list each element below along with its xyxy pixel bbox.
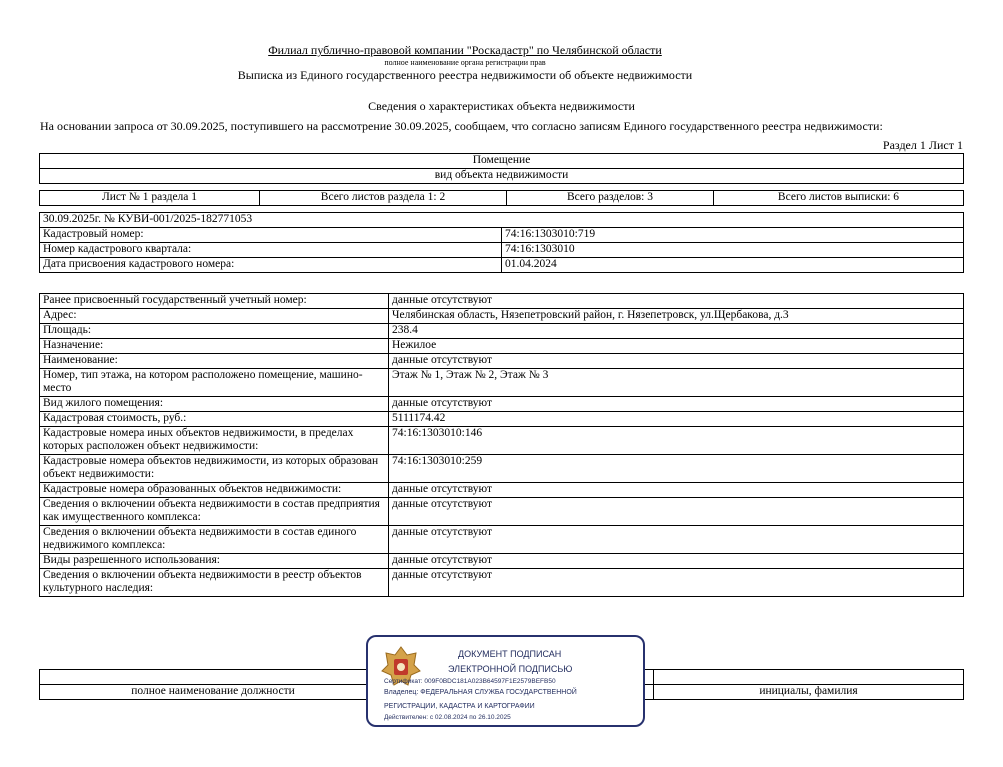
detail-label: Назначение: — [40, 339, 389, 354]
stamp-owner-2: РЕГИСТРАЦИИ, КАДАСТРА И КАРТОГРАФИИ — [384, 703, 535, 710]
detail-label: Кадастровые номера иных объектов недвижимости, в пределах которых расположен объект недвижимости: — [40, 427, 389, 455]
detail-label: Кадастровые номера объектов недвижимости, из которых образован объект недвижимости: — [40, 455, 389, 483]
details-table — [39, 293, 964, 597]
detail-label: Кадастровая стоимость, руб.: — [40, 412, 389, 427]
record-number: 30.09.2025г. № КУВИ-001/2025-182771053 — [40, 213, 964, 228]
detail-label: Кадастровые номера образованных объектов недвижимости: — [40, 483, 389, 498]
detail-value: 5111174.42 — [389, 412, 964, 427]
stamp-title-1: ДОКУМЕНТ ПОДПИСАН — [458, 649, 562, 659]
detail-value: данные отсутствуют — [389, 397, 964, 412]
detail-label: Сведения о включении объекта недвижимости в реестр объектов культурного наследия: — [40, 569, 389, 597]
detail-label: Ранее присвоенный государственный учетный номер: — [40, 294, 389, 309]
cadastral-number-label: Кадастровый номер: — [40, 228, 502, 243]
sheets-table — [39, 190, 964, 206]
detail-value: данные отсутствуют — [389, 526, 964, 554]
position-cell — [40, 670, 387, 685]
detail-label: Наименование: — [40, 354, 389, 369]
detail-label: Сведения о включении объекта недвижимости в состав предприятия как имущественного комплекса: — [40, 498, 389, 526]
detail-value: данные отсутствуют — [389, 354, 964, 369]
detail-value: данные отсутствуют — [389, 554, 964, 569]
e-signature-stamp — [366, 635, 645, 727]
org-caption: полное наименование органа регистрации прав — [384, 58, 546, 67]
sections-total: Всего разделов: 3 — [507, 191, 714, 206]
object-type-table — [39, 153, 964, 184]
detail-value: 74:16:1303010:259 — [389, 455, 964, 483]
detail-label: Вид жилого помещения: — [40, 397, 389, 412]
subtitle: Сведения о характеристиках объекта недвижимости — [368, 99, 635, 113]
detail-value: Челябинская область, Нязепетровский район, г. Нязепетровск, ул.Щербакова, д.3 — [389, 309, 964, 324]
detail-value: Нежилое — [389, 339, 964, 354]
stamp-certificate: Сертификат: 009F0BDC181A023B64597F1E2579BEFB50 — [384, 678, 556, 685]
quarter-number-value: 74:16:1303010 — [502, 243, 964, 258]
stamp-validity: Действителен: с 02.08.2024 по 26.10.2025 — [384, 714, 511, 721]
detail-value: данные отсутствуют — [389, 483, 964, 498]
quarter-number-label: Номер кадастрового квартала: — [40, 243, 502, 258]
detail-value: данные отсутствуют — [389, 294, 964, 309]
stamp-title-2: ЭЛЕКТРОННОЙ ПОДПИСЬЮ — [448, 664, 573, 674]
detail-value: данные отсутствуют — [389, 498, 964, 526]
detail-label: Площадь: — [40, 324, 389, 339]
object-type: Помещение — [40, 154, 964, 169]
detail-value: Этаж № 1, Этаж № 2, Этаж № 3 — [389, 369, 964, 397]
request-basis: На основании запроса от 30.09.2025, поступившего на рассмотрение 30.09.2025, сообщаем, что согласно записям Единого государственного реестра недвижимости: — [40, 119, 883, 133]
detail-label: Сведения о включении объекта недвижимости в состав единого недвижимого комплекса: — [40, 526, 389, 554]
name-caption: инициалы, фамилия — [654, 685, 964, 700]
section-sheet: Раздел 1 Лист 1 — [882, 138, 963, 152]
detail-label: Номер, тип этажа, на котором расположено помещение, машино-место — [40, 369, 389, 397]
sheet-number: Лист № 1 раздела 1 — [40, 191, 260, 206]
detail-value: данные отсутствуют — [389, 569, 964, 597]
position-caption: полное наименование должности — [40, 685, 387, 700]
sheets-in-section: Всего листов раздела 1: 2 — [260, 191, 507, 206]
object-type-caption: вид объекта недвижимости — [40, 169, 964, 184]
sheets-total: Всего листов выписки: 6 — [714, 191, 964, 206]
detail-label: Адрес: — [40, 309, 389, 324]
ids-table — [39, 212, 964, 273]
name-cell — [654, 670, 964, 685]
detail-label: Виды разрешенного использования: — [40, 554, 389, 569]
stamp-owner-1: Владелец: ФЕДЕРАЛЬНАЯ СЛУЖБА ГОСУДАРСТВЕННОЙ — [384, 689, 577, 696]
assign-date-label: Дата присвоения кадастрового номера: — [40, 258, 502, 273]
document-title: Выписка из Единого государственного реестра недвижимости об объекте недвижимости — [237, 68, 693, 82]
detail-value: 74:16:1303010:146 — [389, 427, 964, 455]
detail-value: 238.4 — [389, 324, 964, 339]
org-name: Филиал публично-правовой компании "Роскадастр" по Челябинской области — [268, 43, 662, 57]
cadastral-number-value: 74:16:1303010:719 — [502, 228, 964, 243]
assign-date-value: 01.04.2024 — [502, 258, 964, 273]
